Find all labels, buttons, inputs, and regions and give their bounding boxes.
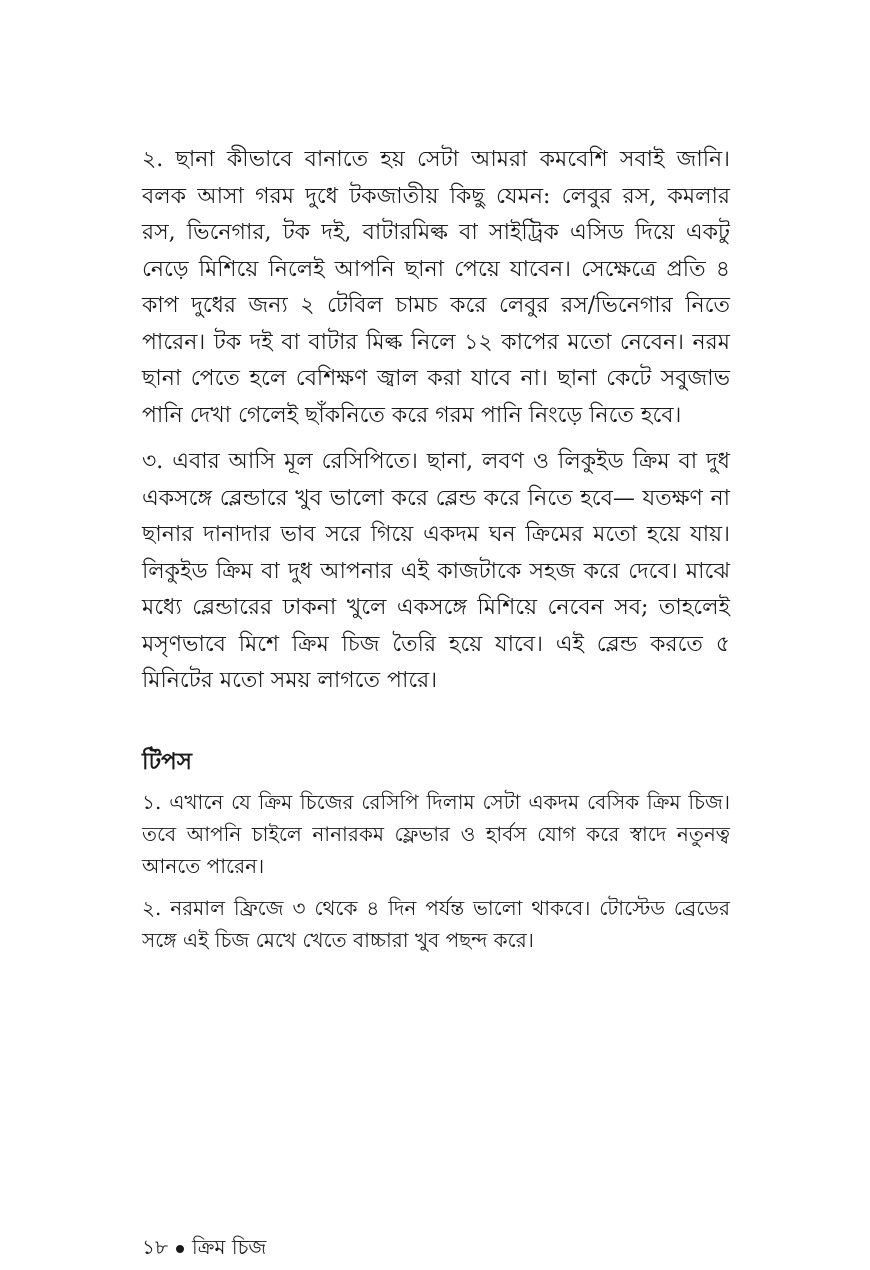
bullet-icon bbox=[176, 1245, 184, 1253]
page-content bbox=[142, 142, 730, 956]
page-footer bbox=[142, 1234, 266, 1264]
step-3-paragraph: ৩. এবার আসি মূল রেসিপিতে। ছানা, লবণ ও লিকুইড ক্রিম বা দুধ একসঙ্গে ব্লেন্ডারে খুব ভালো করে ব্লেন্ড করে নিতে হবে— যতক্ষণ না ছানার দানাদার ভাব সরে গিয়ে একদম ঘন ক্রিমের মতো হয়ে যায়। লিকুইড ক্রিম বা দুধ আপনার এই কাজটাকে সহজ করে দেবে। মাঝে মধ্যে ব্লেন্ডারের ঢাকনা খুলে একসঙ্গে মিশিয়ে নেবেন সব; তাহলেই মসৃণভাবে মিশে ক্রিম চিজ তৈরি হয়ে যাবে। এই ব্লেন্ড করতে ৫ মিনিটের মতো সময় লাগতে পারে। bbox=[142, 449, 730, 693]
tip-item-2: ২. নরমাল ফ্রিজে ৩ থেকে ৪ দিন পর্যন্ত ভালো থাকবে। টোস্টেড ব্রেডের সঙ্গে এই চিজ মেখে খেতে বাচ্চারা খুব পছন্দ করে। bbox=[142, 895, 730, 952]
tips-heading: টিপস bbox=[142, 747, 192, 775]
step-2-paragraph: ২. ছানা কীভাবে বানাতে হয় সেটা আমরা কমবেশি সবাই জানি। বলক আসা গরম দুধে টকজাতীয় কিছু যেমন: লেবুর রস, কমলার রস, ভিনেগার, টক দই, বাটারমিল্ক বা সাইট্রিক এসিড দিয়ে একটু নেড়ে মিশিয়ে নিলেই আপনি ছানা পেয়ে যাবেন। সেক্ষেত্রে প্রতি ৪ কাপ দুধের জন্য ২ টেবিল চামচ করে লেবুর রস/ভিনেগার নিতে পারেন। টক দই বা বাটার মিল্ক নিলে ১২ কাপের মতো নেবেন। নরম ছানা পেতে হলে বেশিক্ষণ জ্বাল করা যাবে না। ছানা কেটে সবুজাভ পানি দেখা গেলেই ছাঁকনিতে করে গরম পানি নিংড়ে নিতে হবে। bbox=[142, 147, 730, 428]
running-title: ক্রিম চিজ bbox=[191, 1234, 267, 1259]
tip-item-1: ১. এখানে যে ক্রিম চিজের রেসিপি দিলাম সেটা একদম বেসিক ক্রিম চিজ। তবে আপনি চাইলে নানারকম ফ্লেভার ও হার্বস যোগ করে স্বাদে নতুনত্ব আনতে পারেন। bbox=[142, 789, 730, 878]
page-number: ১৮ bbox=[142, 1234, 168, 1259]
